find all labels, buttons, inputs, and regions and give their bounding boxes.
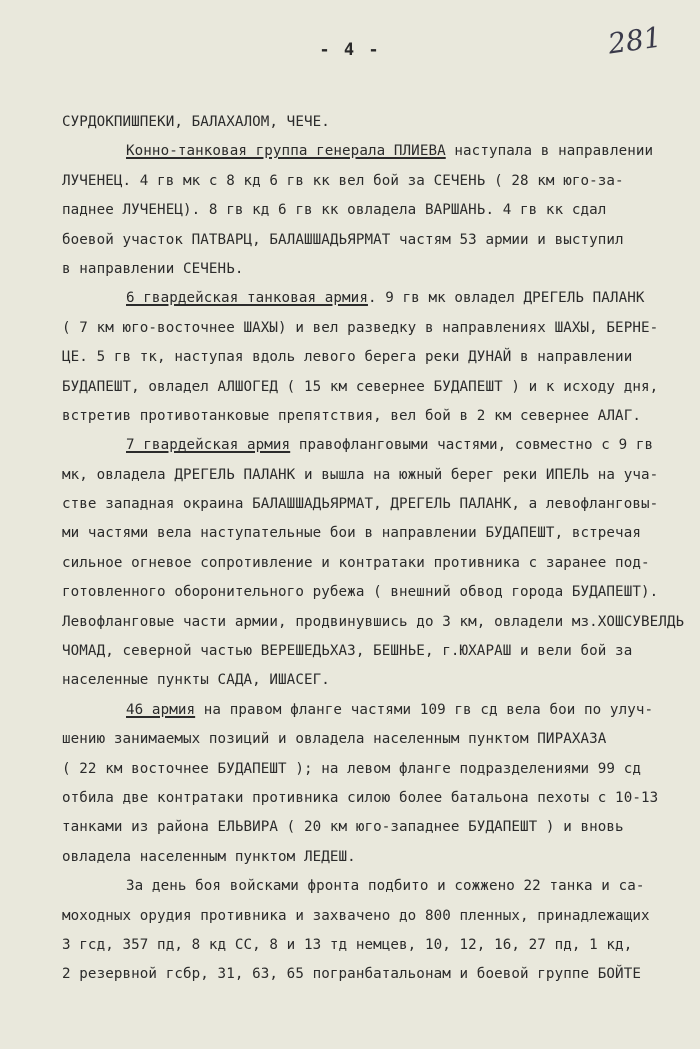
text-line xyxy=(62,960,682,989)
text-run: мк, овладела ДРЕГЕЛЬ ПАЛАНК и вышла на южный берег реки ИПЕЛЬ на уча- xyxy=(62,466,659,483)
text-line xyxy=(62,666,682,695)
text-line xyxy=(62,284,682,313)
text-run: ЧОМАД, северной частью ВЕРЕШЕДЬХАЗ, БЕШНЬЕ, г.ЮХАРАШ и вели бой за xyxy=(62,643,633,660)
text-run: ЛУЧЕНЕЦ. 4 гв мк с 8 кд 6 гв кк вел бой за СЕЧЕНЬ ( 28 км юго-за- xyxy=(62,172,624,189)
text-line xyxy=(62,696,682,725)
text-run: За день боя войсками фронта подбито и сожжено 22 танка и са- xyxy=(126,878,645,895)
text-run: боевой участок ПАТВАРЦ, БАЛАШШАДЬЯРМАТ частям 53 армии и выступил xyxy=(62,231,624,248)
text-run: встретив противотанковые препятствия, вел бой в 2 км севернее АЛАГ. xyxy=(62,407,641,424)
text-line xyxy=(62,431,682,460)
text-line xyxy=(62,872,682,901)
text-run: на правом фланге частями 109 гв сд вела бои по улуч- xyxy=(195,701,654,718)
text-run: ми частями вела наступательные бои в направлении БУДАПЕШТ, встречая xyxy=(62,525,641,542)
text-line xyxy=(62,843,682,872)
archive-number-handwritten: 281 xyxy=(605,20,664,61)
text-line xyxy=(62,108,682,137)
text-line xyxy=(62,549,682,578)
underlined-heading: 46 армия xyxy=(126,701,196,718)
text-line xyxy=(62,461,682,490)
text-line xyxy=(62,902,682,931)
text-run: моходных орудия противника и захвачено до 800 пленных, принадлежащих xyxy=(62,907,650,924)
text-line xyxy=(62,402,682,431)
underlined-heading: Конно-танковая группа генерала ПЛИЕВА xyxy=(126,143,446,160)
text-run: 2 резервной гсбр, 31, 63, 65 погранбатальонам и боевой группе БОЙТЕ xyxy=(62,966,641,983)
text-run: овладела населенным пунктом ЛЕДЕШ. xyxy=(62,848,356,865)
text-run: 3 гсд, 357 пд, 8 кд СС, 8 и 13 тд немцев, 10, 12, 16, 27 пд, 1 кд, xyxy=(62,936,633,953)
text-line xyxy=(62,608,685,637)
page-number: - 4 - xyxy=(319,40,381,60)
text-run: наступала в направлении xyxy=(445,143,654,160)
text-run: паднее ЛУЧЕНЕЦ). 8 гв кд 6 гв кк овладела ВАРШАНЬ. 4 гв кк сдал xyxy=(62,202,607,219)
text-run: правофланговыми частями, совместно с 9 гв xyxy=(290,437,654,454)
text-run: ( 22 км восточнее БУДАПЕШТ ); на левом фланге подразделениями 99 сд xyxy=(62,760,641,777)
text-run: в направлении СЕЧЕНЬ. xyxy=(62,260,244,277)
text-run: шению занимаемых позиций и овладела населенным пунктом ПИРАХАЗА xyxy=(62,731,607,748)
underlined-heading: 7 гвардейская армия xyxy=(126,437,291,454)
text-line xyxy=(62,373,682,402)
text-run: ЦЕ. 5 гв тк, наступая вдоль левого берега реки ДУНАЙ в направлении xyxy=(62,349,633,366)
text-line xyxy=(62,519,682,548)
text-line xyxy=(62,343,682,372)
text-line xyxy=(62,637,682,666)
text-line xyxy=(62,196,682,225)
text-line xyxy=(62,255,682,284)
underlined-heading: 6 гвардейская танковая армия xyxy=(126,290,368,307)
text-line xyxy=(62,784,682,813)
text-run: СУРДОКПИШПЕКИ, БАЛАХАЛОМ, ЧЕЧЕ. xyxy=(62,114,330,130)
text-run: населенные пункты САДА, ИШАСЕГ. xyxy=(62,672,330,689)
text-line xyxy=(62,167,682,196)
text-run: Левофланговые части армии, продвинувшись до 3 км, овладели мз.ХОШСУВЕЛДЬ xyxy=(62,613,685,630)
text-line xyxy=(62,931,682,960)
document-body xyxy=(62,108,685,990)
text-run: сильное огневое сопротивление и контратаки противника с заранее под- xyxy=(62,554,650,571)
text-line xyxy=(62,490,682,519)
text-line xyxy=(62,314,682,343)
text-line xyxy=(62,578,682,607)
text-run: ( 7 км юго-восточнее ШАХЫ) и вел разведку в направлениях ШАХЫ, БЕРНЕ- xyxy=(62,319,659,336)
text-run: стве западная окраина БАЛАШШАДЬЯРМАТ, ДРЕГЕЛЬ ПАЛАНК, а левофланговы- xyxy=(62,496,659,513)
text-run: отбила две контратаки противника силою более батальона пехоты с 10-13 xyxy=(62,789,659,806)
text-run: БУДАПЕШТ, овладел АЛШОГЕД ( 15 км севернее БУДАПЕШТ ) и к исходу дня, xyxy=(62,378,659,395)
text-run: . 9 гв мк овладел ДРЕГЕЛЬ ПАЛАНК xyxy=(367,290,645,307)
text-line xyxy=(62,755,682,784)
text-line xyxy=(62,813,682,842)
text-run: танками из района ЕЛЬВИРА ( 20 км юго-западнее БУДАПЕШТ ) и вновь xyxy=(62,819,624,836)
text-line xyxy=(62,725,682,754)
text-run: готовленного оборонительного рубежа ( внешний обвод города БУДАПЕШТ). xyxy=(62,584,659,601)
text-line xyxy=(62,226,682,255)
text-line xyxy=(62,137,682,166)
